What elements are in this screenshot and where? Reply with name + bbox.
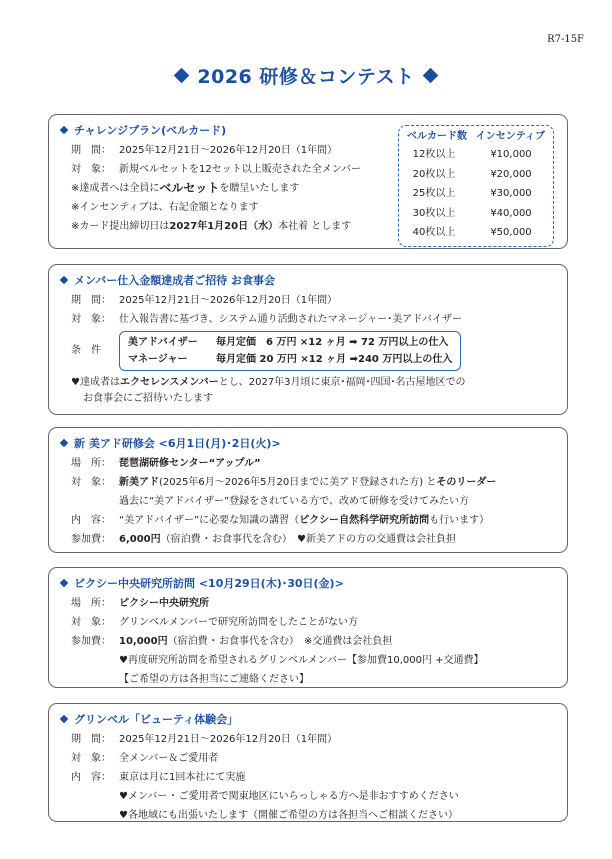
fee-label: 参加費： (71, 534, 111, 545)
table-header-count: ベルカード数 (407, 131, 467, 142)
page-title (0, 62, 612, 89)
diamond-bullet-icon (60, 579, 68, 587)
table-row: 30枚以上 ¥40,000 (412, 207, 532, 219)
period-label: 期 間： (71, 145, 111, 156)
note-incentive: ※インセンティブは、右記金額となります (71, 202, 259, 213)
section-title: ピクシー中央研究所訪問 <10月29日(木)･30日(金)> (61, 575, 567, 591)
target-value: グリンベルメンバーで研究所訪問をしたことがない方 (119, 617, 358, 628)
diamond-bullet-icon (60, 126, 68, 134)
target-label: 対 象： (71, 753, 111, 764)
page-title-text: 2026 研修＆コンテスト (197, 66, 415, 88)
section-title: グリンベル「ビューティ体験会」 (61, 711, 567, 727)
content-label: 内 容： (71, 772, 111, 783)
diamond-icon (174, 68, 190, 84)
section-title: メンバー仕入金額達成者ご招待 お食事会 (61, 272, 567, 288)
fee-label: 参加費： (71, 636, 111, 647)
note-contact: 【ご希望の方は各担当にご連絡ください】 (119, 674, 309, 685)
target-label: 対 象： (71, 477, 111, 488)
note-recommend: ♥メンバー ･ ご愛用者で関東地区にいらっしゃる方へ是非おすすめください (119, 791, 459, 802)
note-revisit: ♥再度研究所訪問を希望されるグリンベルメンバー【参加費10,000円 +交通費】 (119, 655, 484, 666)
table-header-incentive: インセンティブ (475, 131, 545, 142)
condition-name: 美アドバイザー (128, 337, 198, 348)
diamond-bullet-icon (60, 276, 68, 284)
document-code: R7-15F (547, 34, 584, 45)
target-value: 全メンバー＆ご愛用者 (119, 753, 219, 764)
diamond-bullet-icon (60, 715, 68, 723)
place-label: 場 所： (71, 598, 111, 609)
place-value: 琵琶湖研修センター“アップル” (119, 458, 261, 469)
fee-value: 6,000円（宿泊費 ･ お食事代を含む） ♥新美アドの方の交通費は会社負担 (119, 534, 456, 545)
incentive-table (398, 125, 554, 247)
target-value: 新美アド(2025年6月〜2026年5月20日までに美アド登録された方) とそのリーダー (119, 477, 497, 488)
diamond-bullet-icon (60, 439, 68, 447)
table-row: 12枚以上 ¥10,000 (412, 149, 532, 160)
target-value: 仕入報告書に基づき、システム通り活動されたマネージャー･美アドバイザー (119, 314, 462, 325)
section-beauty-experience (48, 703, 568, 822)
note-bell-set: ※達成者へは全員に ベルセット を贈呈いたします (71, 181, 300, 195)
diamond-icon (422, 68, 438, 84)
table-row: 20枚以上 ¥20,000 (412, 168, 532, 180)
section-lab-visit (48, 567, 568, 688)
note-deadline: ※カード提出締切日は 2027年1月20日（水） 本社着 とします (71, 221, 352, 232)
target-label: 対 象： (71, 617, 111, 628)
fee-value: 10,000円（宿泊費 ･ お食事代を含む） ※交通費は会社負担 (119, 636, 393, 647)
note-excellence: ♥達成者は エクセレンスメンバー とし、2027年3月頃に東京･福岡･四国･名古屋地区での (71, 377, 466, 388)
table-row: 40枚以上 ¥50,000 (412, 227, 532, 238)
place-label: 場 所： (71, 458, 111, 469)
period-value: 2025年12月21日〜2026年12月20日（1年間） (119, 734, 338, 745)
note-excellence-cont: お食事会にご招待いたします (83, 393, 213, 404)
content-value: 東京は月に1回本社にて実施 (119, 772, 246, 783)
place-value: ピクシー中央研究所 (119, 598, 209, 609)
section-title: チャレンジプラン(ベルカード) (61, 122, 567, 138)
section-dinner-invitation (48, 264, 568, 415)
period-value: 2025年12月21日〜2026年12月20日（1年間） (119, 145, 338, 156)
period-label: 期 間： (71, 734, 111, 745)
target-label: 対 象： (71, 314, 111, 325)
target-value: 新規ベルセットを12セット以上販売された全メンバー (119, 164, 362, 175)
condition-text: 毎月定価 6 万円 ×12 ヶ月 ➡ 72 万円以上の仕入 (216, 337, 449, 348)
section-new-advisor-training (48, 427, 568, 553)
content-value: “美アドバイザー”に必要な知識の講習（ピクシー自然科学研究所訪問も行います） (119, 515, 490, 526)
period-label: 期 間： (71, 295, 111, 306)
condition-label: 条 件 (71, 345, 101, 356)
table-row: 25枚以上 ¥30,000 (412, 188, 532, 199)
condition-box (119, 331, 461, 371)
period-value: 2025年12月21日〜2026年12月20日（1年間） (119, 295, 338, 306)
section-challenge-plan (48, 114, 568, 249)
section-title: 新 美アド研修会 <6月1日(月)･2日(火)> (61, 435, 567, 451)
note-travel: ♥各地域にも出張いたします（開催ご希望の方は各担当へご相談ください） (119, 810, 458, 821)
content-label: 内 容： (71, 515, 111, 526)
target-value-2: 過去に“美アドバイザー”登録をされている方で、改めて研修を受けてみたい方 (119, 496, 469, 507)
condition-text: 毎月定価 20 万円 ×12 ヶ月 ➡240 万円以上の仕入 (216, 354, 453, 365)
condition-name: マネージャー (128, 354, 188, 365)
target-label: 対 象： (71, 164, 111, 175)
